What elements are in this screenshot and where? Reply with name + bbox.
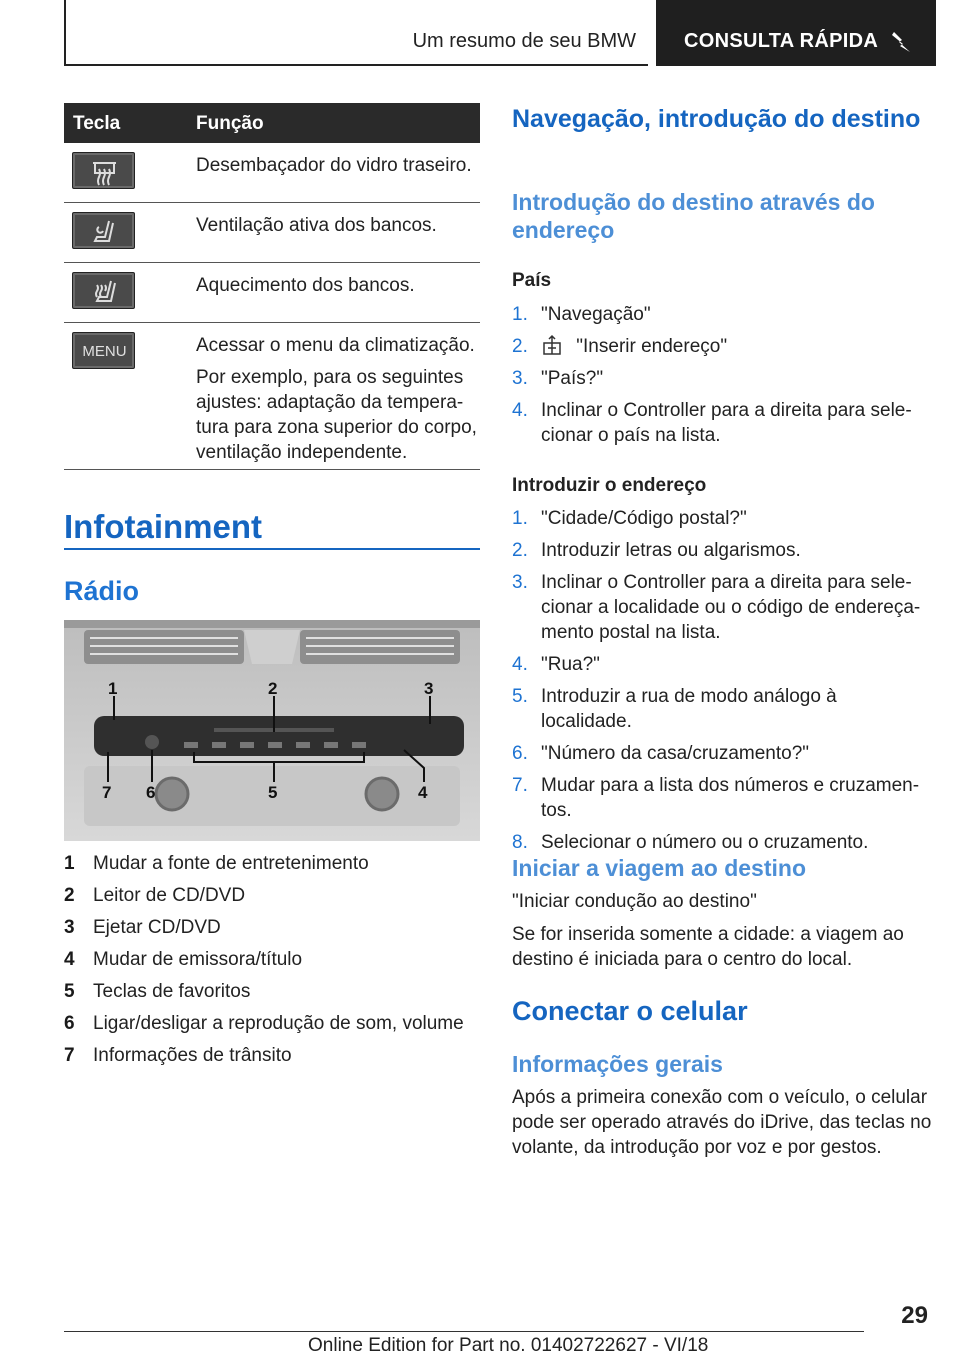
header-section-title: Um resumo de seu BMW: [412, 30, 636, 52]
edition-footer: Online Edition for Part no. 01402722627 - VI/18: [308, 1335, 709, 1356]
phone-description: Após a primeira conexão com o veículo, o celular pode ser operado através do iDrive, das teclas no volante, da introdução por voz e por gestos.: [512, 1087, 932, 1158]
callout-7: 7: [102, 783, 112, 802]
list-item: 1. "Navegação": [512, 304, 651, 325]
list-item: 6 Ligar/desligar a reprodução de som, volume: [64, 1013, 464, 1034]
function-text: Desembaçador do vidro traseiro.: [196, 155, 472, 176]
list-item: 1 Mudar a fonte de entretenimento: [64, 853, 369, 874]
divider: [64, 1331, 864, 1332]
seat-ventilation-icon: [73, 213, 136, 250]
divider: [64, 548, 480, 550]
callout-2: 2: [268, 679, 278, 698]
table-row: [64, 323, 480, 470]
list-item: 5. Introduzir a rua de modo análogo à localidade.: [512, 686, 837, 732]
section-title: Conectar o celular: [512, 996, 748, 1026]
page-number: 29: [901, 1302, 928, 1329]
subsection-title: Introdução do destino através do endereço: [512, 189, 875, 243]
menu-key-label: MENU: [82, 343, 127, 360]
list-item: 3. Inclinar o Controller para a direita para sele-cionar a localidade ou o código de endereça-mento postal na lista.: [512, 572, 921, 643]
seat-heating-key: [72, 272, 135, 309]
seat-ventilation-key: [72, 212, 135, 249]
list-item: 6. "Número da casa/cruzamento?": [512, 743, 810, 764]
subsection-title: Rádio: [64, 576, 140, 606]
header-chapter-title: CONSULTA RÁPIDA: [684, 30, 879, 52]
address-label: Introduzir o endereço: [512, 475, 707, 496]
callout-3: 3: [424, 679, 434, 698]
rear-defrost-icon: [73, 153, 136, 190]
callout-legend: [64, 853, 480, 1077]
lightning-icon: [888, 28, 916, 56]
list-item: 5 Teclas de favoritos: [64, 981, 251, 1002]
section-title: Infotainment: [64, 508, 262, 545]
list-item: 7 Informações de trânsito: [64, 1045, 292, 1066]
table-header: [64, 103, 480, 143]
start-description: Se for inserida somente a cidade: a viagem ao destino é iniciada para o centro do local.: [512, 924, 904, 970]
list-item: 4. Inclinar o Controller para a direita para sele-cionar o país na lista.: [512, 400, 912, 446]
list-item: 4 Mudar de emissora/título: [64, 949, 303, 970]
country-label: País: [512, 270, 552, 291]
function-text: Aquecimento dos bancos.: [196, 275, 415, 296]
callout-4: 4: [418, 783, 428, 802]
section-title: Navegação, introdução do destino: [512, 105, 921, 133]
radio-console-photo: [64, 620, 480, 841]
list-item: 8. Selecionar o número ou o cruzamento.: [512, 832, 869, 853]
list-item: 3. "País?": [512, 368, 604, 389]
list-item: 7. Mudar para a lista dos números e cruzamen-tos.: [512, 775, 920, 821]
list-item: 1. "Cidade/Código postal?": [512, 508, 747, 529]
function-text: Acessar o menu da climatização. Por exemplo, para os seguintes ajustes: adaptação da tempera-tura para zona superior do corpo, ventilação independente.: [196, 335, 477, 463]
menu-key: [72, 332, 135, 369]
key-function-table: [64, 103, 480, 470]
table-row: [64, 143, 480, 203]
function-text: Ventilação ativa dos bancos.: [196, 215, 437, 236]
table-row: [64, 203, 480, 263]
callout-6: 6: [146, 783, 156, 802]
rear-defrost-key: [72, 152, 135, 189]
callout-5: 5: [268, 783, 278, 802]
list-item: 2 Leitor de CD/DVD: [64, 885, 246, 906]
callout-1: 1: [108, 679, 118, 698]
list-item: 4. "Rua?": [512, 654, 600, 675]
list-item: 2. Introduzir letras ou algarismos.: [512, 540, 801, 561]
header-chapter-box: [656, 0, 936, 66]
list-item: 2. "Inserir endereço": [512, 336, 728, 357]
address-icon: [541, 334, 563, 356]
address-steps: [512, 506, 932, 862]
subsection-title: Informações gerais: [512, 1051, 723, 1077]
list-item: 3 Ejetar CD/DVD: [64, 917, 221, 938]
table-row: [64, 263, 480, 323]
start-command: "Iniciar condução ao destino": [512, 891, 757, 912]
header-section-box: [64, 0, 648, 66]
col-function-header: Função: [196, 113, 264, 134]
subsection-title: Iniciar a viagem ao destino: [512, 855, 806, 881]
col-key-header: Tecla: [73, 113, 121, 134]
country-steps: [512, 302, 932, 455]
seat-heating-icon: [73, 273, 136, 310]
